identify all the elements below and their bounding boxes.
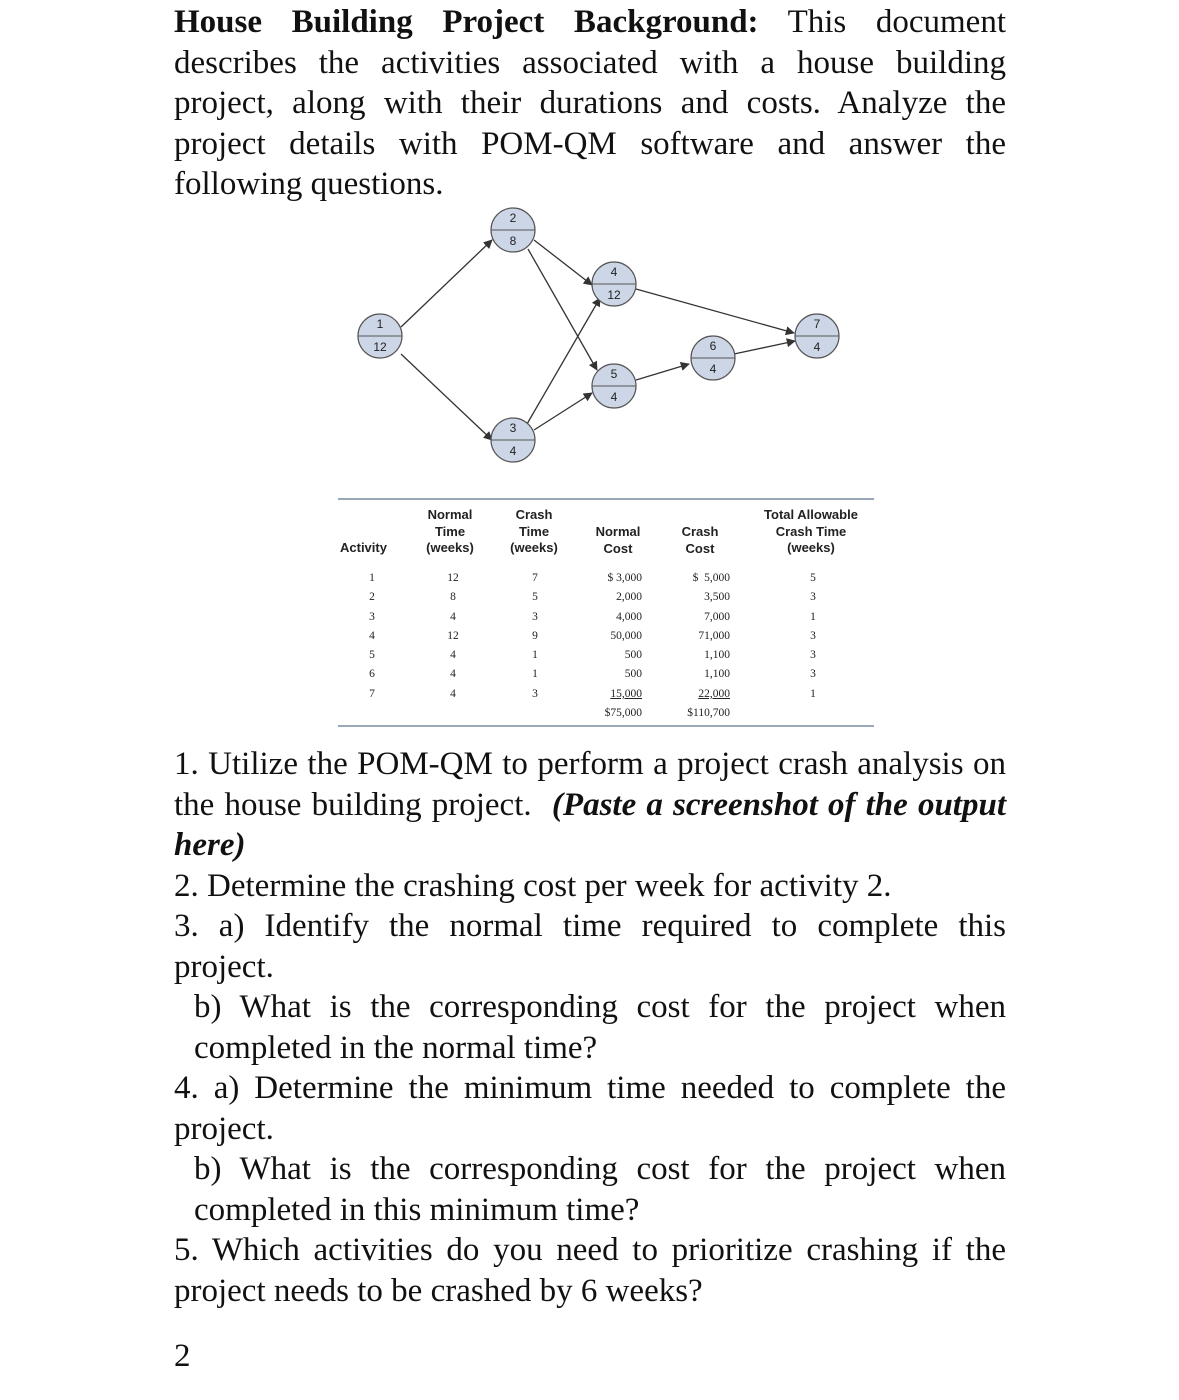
node-7-activity: 7 bbox=[813, 317, 821, 331]
table-cell: 500 bbox=[624, 649, 642, 662]
edge-3-5 bbox=[534, 393, 592, 430]
node-3 bbox=[491, 418, 535, 462]
table-cell: 1 bbox=[532, 649, 538, 662]
node-3-activity: 3 bbox=[509, 421, 517, 435]
network-diagram bbox=[0, 0, 1179, 480]
node-5-duration: 4 bbox=[610, 390, 618, 404]
node-7-duration: 4 bbox=[813, 340, 821, 354]
table-cell: 4,000 bbox=[616, 610, 642, 623]
question-4a: 4. a) Determine the minimum time needed to complete the project. bbox=[174, 1070, 1006, 1147]
node-3-duration: 4 bbox=[509, 444, 517, 458]
crash-cost-total: $110,700 bbox=[687, 707, 730, 720]
table-cell: 3 bbox=[810, 649, 816, 662]
edge-2-5 bbox=[528, 249, 597, 370]
table-cell: 3 bbox=[532, 687, 538, 700]
node-1-duration: 12 bbox=[373, 340, 387, 354]
table-cell: 7 bbox=[369, 687, 375, 700]
table-cell: 5 bbox=[532, 591, 538, 604]
table-cell: 4 bbox=[450, 610, 456, 623]
edge-1-3 bbox=[401, 354, 492, 440]
table-cell: $ 3,000 bbox=[607, 572, 642, 584]
table-top-rule bbox=[338, 498, 874, 500]
table-cell: 1 bbox=[810, 610, 816, 623]
normal-cost-total: $75,000 bbox=[604, 707, 642, 720]
table-cell: 50,000 bbox=[610, 629, 642, 642]
table-cell: 2 bbox=[369, 591, 375, 604]
table-cell: 1 bbox=[369, 572, 375, 584]
intro-heading: House Building Project Background: bbox=[174, 4, 759, 40]
edge-5-6 bbox=[636, 364, 689, 380]
col-normal-time bbox=[438, 569, 468, 704]
header-normal-cost: Normal Cost bbox=[595, 524, 641, 556]
header-crash-cost: Crash Cost bbox=[681, 524, 719, 556]
table-cell: 3,500 bbox=[704, 591, 730, 604]
question-4b: b) What is the corresponding cost for the project when completed in this minimum time? bbox=[194, 1151, 1006, 1228]
table-cell: 12 bbox=[447, 629, 459, 642]
table-cell: 6 bbox=[369, 668, 375, 681]
table-cell: $ 5,000 bbox=[692, 572, 730, 584]
table-cell: 2,000 bbox=[616, 591, 642, 604]
node-2 bbox=[491, 208, 535, 252]
col-crash-cost bbox=[660, 569, 730, 723]
edge-6-7 bbox=[734, 341, 795, 354]
col-normal-cost bbox=[578, 569, 642, 723]
header-total-allowable: Total Allowable Crash Time (weeks) bbox=[764, 507, 858, 555]
node-6-duration: 4 bbox=[709, 362, 717, 376]
table-cell: 5 bbox=[369, 649, 375, 662]
node-6-activity: 6 bbox=[709, 339, 717, 353]
question-1: 1. Utilize the POM-QM to perform a project crash analysis on the house building project. (Paste a screenshot of the output here) bbox=[174, 746, 1006, 863]
question-2: 2. Determine the crashing cost per week for activity 2. bbox=[174, 867, 892, 904]
node-4 bbox=[592, 262, 636, 306]
edge-3-4 bbox=[527, 298, 600, 424]
question-3a: 3. a) Identify the normal time required to complete this project. bbox=[174, 908, 1006, 985]
edge-1-2 bbox=[401, 240, 492, 327]
header-normal-time: Normal Time (weeks) bbox=[426, 507, 474, 555]
table-cell: 22,000 bbox=[698, 687, 730, 700]
questions-section bbox=[174, 744, 1006, 1311]
table-cell: 3 bbox=[369, 610, 375, 623]
table-cell: 7,000 bbox=[704, 610, 730, 623]
table-cell: 3 bbox=[532, 610, 538, 623]
question-1-note: (Paste a screenshot of the output here) bbox=[174, 786, 1006, 863]
table-cell: 4 bbox=[369, 629, 375, 642]
table-cell: 12 bbox=[447, 572, 459, 584]
intro-text: This document describes the activities associated with a house building project, along with their durations and costs. Analyze the project details with POM-QM software and answer the following questions. bbox=[174, 4, 1006, 202]
table-cell: 1,100 bbox=[704, 649, 730, 662]
table-cell: 5 bbox=[810, 572, 816, 584]
table-cell: 4 bbox=[450, 687, 456, 700]
node-2-duration: 8 bbox=[509, 234, 517, 248]
question-5: 5. Which activities do you need to prioritize crashing if the project needs to be crashed by 6 weeks? bbox=[174, 1232, 1006, 1309]
node-4-activity: 4 bbox=[610, 265, 618, 279]
table-cell: 7 bbox=[532, 572, 538, 584]
table-cell: 9 bbox=[532, 629, 538, 642]
col-activity bbox=[366, 569, 378, 704]
table-cell: 71,000 bbox=[698, 629, 730, 642]
table-cell: 1,100 bbox=[704, 668, 730, 681]
table-cell: 3 bbox=[810, 668, 816, 681]
node-1-activity: 1 bbox=[376, 317, 384, 331]
header-activity: Activity bbox=[340, 540, 387, 555]
table-cell: 1 bbox=[532, 668, 538, 681]
table-cell: 1 bbox=[810, 687, 816, 700]
table-cell: 8 bbox=[450, 591, 456, 604]
node-4-duration: 12 bbox=[607, 288, 621, 302]
table-cell: 3 bbox=[810, 591, 816, 604]
edge-2-4 bbox=[534, 240, 592, 285]
node-1 bbox=[358, 314, 402, 358]
table-cell: 4 bbox=[450, 668, 456, 681]
table-cell: 500 bbox=[624, 668, 642, 681]
activity-table bbox=[338, 498, 874, 728]
edge-4-7 bbox=[636, 289, 794, 333]
node-2-activity: 2 bbox=[509, 211, 517, 225]
col-total-allowable bbox=[800, 569, 826, 704]
table-cell: 4 bbox=[450, 649, 456, 662]
table-bottom-rule bbox=[338, 725, 874, 727]
node-6 bbox=[691, 336, 735, 380]
node-5-activity: 5 bbox=[610, 367, 618, 381]
header-crash-time: Crash Time (weeks) bbox=[510, 507, 558, 555]
page-number: 2 bbox=[174, 1338, 191, 1374]
table-cell: 15,000 bbox=[610, 687, 642, 700]
table-cell: 3 bbox=[810, 629, 816, 642]
question-3b: b) What is the corresponding cost for the project when completed in the normal time? bbox=[194, 989, 1006, 1066]
node-7 bbox=[795, 314, 839, 358]
col-crash-time bbox=[520, 569, 550, 704]
node-5 bbox=[592, 364, 636, 408]
